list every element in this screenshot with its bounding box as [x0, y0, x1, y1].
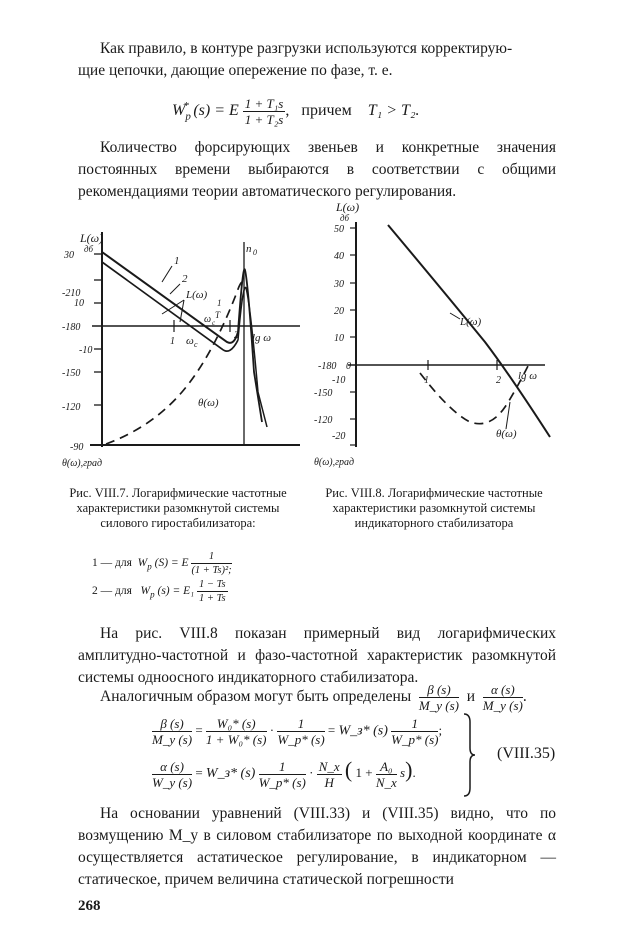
- figure-viii-8: [310, 197, 560, 472]
- fig8-tick-theta-180: -180: [318, 361, 337, 372]
- fig8-tick-10: 10: [334, 333, 344, 344]
- page-number: 268: [78, 898, 101, 914]
- fig7-y-title: L(ω): [80, 231, 104, 245]
- para1-line2: щие цепочки, дающие опережение по фазе, т. е.: [78, 62, 393, 79]
- fig7-bottom-label: θ(ω),град: [62, 458, 103, 469]
- fig7-wc-upper-label: ω: [204, 314, 212, 325]
- svg-text:c: c: [194, 340, 198, 349]
- para3: На рис. VIII.8 показан примерный вид логарифмических амплитудно-частотной и фазо-частотной характеристик разомкнутой системы одноосного индикаторного стабилизатора.: [78, 625, 556, 686]
- fig7-curve1-label: 1: [174, 255, 180, 267]
- fig7-theta-label: θ(ω): [198, 397, 219, 409]
- fig7-tick-theta-120: -120: [62, 402, 81, 413]
- fig8-tick-0: 0: [346, 361, 351, 372]
- fig7-caption: Рис. VIII.7. Логарифмические частотные характеристики разомкнутой системы силового гиростабилизатора:: [69, 486, 287, 530]
- fig7-tick-l-10: 10: [74, 298, 84, 309]
- fig7-l-label: L(ω): [186, 289, 208, 301]
- fig8-tick-minus20: -20: [332, 431, 346, 442]
- fig8-xtick-1: 1: [424, 375, 429, 386]
- fig8-tick-theta-120: -120: [314, 415, 333, 426]
- fig7-curve2-label: 2: [182, 273, 188, 285]
- para1-line1: Как правило, в контуре разгрузки используются корректирую-: [100, 40, 513, 57]
- svg-text:c: c: [212, 319, 216, 327]
- fig7-n0-label: n: [246, 243, 252, 255]
- equation-phase-lead: $W_p^*$ (s) = E $\frac{\text{1 + T₁s}}{\text{1 + T₂s}}$ , причем T₁ > T₂.: [172, 96, 420, 127]
- fig7-inv-t-label: 1: [217, 298, 222, 308]
- figure-viii-7: [62, 222, 307, 472]
- para4: Аналогичным образом могут быть определены $\frac{\beta (s)}{M\_y (s)}$ и $\frac{\alpha (s)}{M\_y (s)}$ .: [100, 682, 527, 713]
- fig8-tick-minus10: -10: [332, 375, 346, 386]
- fig8-tick-theta-150: -150: [314, 388, 333, 399]
- para5: На основании уравнений (VIII.33) и (VIII.35) видно, что по возмущению M_y в силовом стабилизаторе по выходной координате α осуществляется астатическое регулирование, в индикаторном — статическое, причем величина статической погрешности: [78, 805, 556, 888]
- fig8-y-title: L(ω): [336, 200, 360, 214]
- fig7-tick-l-minus10: -10: [79, 345, 93, 356]
- eq2-brace: [462, 712, 476, 798]
- fig7-tick-theta-150: -150: [62, 368, 81, 379]
- eq2-number: (VIII.35): [497, 745, 556, 762]
- fig7-xtick-2: 2: [234, 330, 239, 341]
- fig7-y-unit: дб: [84, 244, 94, 254]
- para2: Количество форсирующих звеньев и конкретные значения постоянных времени выбираются в соответствии с общими рекомендациями теории автоматического регулирования.: [78, 139, 556, 200]
- fig8-tick-20: 20: [334, 306, 344, 317]
- fig7-xtick-1: 1: [170, 336, 175, 347]
- fig7-x-title: lg ω: [252, 332, 272, 344]
- fig7-tick-l-30: 30: [64, 250, 74, 261]
- fig8-x-title: lg ω: [518, 370, 538, 382]
- fig8-tick-50: 50: [334, 224, 344, 235]
- fig7-tick-theta-180: -180: [62, 322, 81, 333]
- svg-text:T: T: [215, 310, 221, 320]
- fig7-legend-2: 2 — для $W_p$ (s) = E₁ $\frac{1 - Ts}{1 + Ts}$: [92, 579, 226, 604]
- fig8-tick-30: 30: [334, 279, 344, 290]
- fig7-tick-theta-210: -210: [62, 288, 81, 299]
- fig8-y-unit: дб: [340, 213, 350, 223]
- fig8-l-label: L(ω): [460, 316, 482, 328]
- eq2-row1: $\frac{\beta (s)}{M\_y (s)}$ = $\frac{\text{W₀* (s)}}{\text{1 + W₀* (s)}}$ · $\frac{1}{W\_p* (s)}$ = W_з* (s) $\frac{1}{W\_p* (s)}$ ;: [152, 716, 443, 747]
- fig8-xtick-2: 2: [496, 375, 501, 386]
- svg-text:0: 0: [253, 248, 257, 257]
- fig8-caption: Рис. VIII.8. Логарифмические частотные характеристики разомкнутой системы индикаторного стабилизатора: [325, 486, 543, 530]
- fig8-tick-40: 40: [334, 251, 344, 262]
- fig7-legend-1: 1 — для $W_p$ (S) = E $\frac{1}{\text{(1 + Ts)²;}}$: [92, 551, 232, 576]
- eq2-row2: $\frac{\alpha (s)}{W\_y (s)}$ = W_з* (s) $\frac{1}{W\_p* (s)}$ · $\frac{N\_x}{H}$ ( 1 + $\frac{\text{A₀}}{N\_x}$ s).: [152, 757, 416, 790]
- fig8-bottom-label: θ(ω),град: [314, 457, 355, 468]
- fig7-tick-theta-90: -90: [70, 442, 84, 453]
- fig7-wc-label: ω: [186, 335, 194, 347]
- fig8-theta-label: θ(ω): [496, 428, 517, 440]
